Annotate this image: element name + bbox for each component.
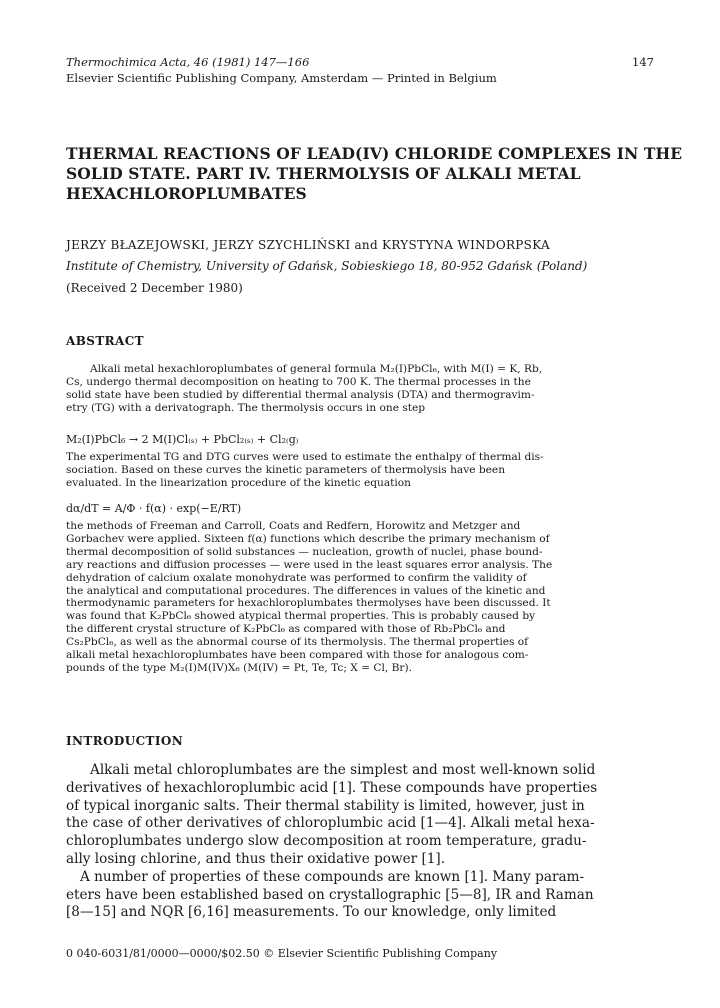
abstract-paragraph-1 — [66, 363, 646, 415]
introduction-body — [66, 762, 646, 922]
abstract-line: The experimental TG and DTG curves were used to estimate the enthalpy of thermal dis- — [66, 451, 544, 463]
abstract-line: dehydration of calcium oxalate monohydrate was performed to confirm the validity of — [66, 571, 527, 584]
kinetic-equation: dα/dT = A/Φ · f(α) · exp(−E/RT) — [66, 502, 242, 515]
body-line: ally losing chlorine, and thus their oxidative power [1]. — [66, 850, 446, 867]
body-line: eters have been established based on crystallographic [5—8], IR and Raman — [66, 886, 594, 903]
abstract-paragraph-3 — [66, 520, 646, 675]
journal-reference: Thermochimica Acta, 46 (1981) 147—166 — [66, 55, 310, 69]
title-line: SOLID STATE. PART IV. THERMOLYSIS OF ALKALI METAL — [66, 164, 581, 183]
reaction-equation: M₂(I)PbCl₆ → 2 M(I)Cl₍ₛ₎ + PbCl₂₍ₛ₎ + Cl₂₍g₎ — [66, 433, 299, 446]
abstract-paragraph-2 — [66, 451, 646, 490]
abstract-line: Cs, undergo thermal decomposition on heating to 700 K. The thermal processes in the — [66, 375, 531, 388]
abstract-line: evaluated. In the linearization procedure of the kinetic equation — [66, 476, 411, 489]
authors: JERZY BŁAZEJOWSKI, JERZY SZYCHLIŃSKI and KRYSTYNA WINDORPSKA — [66, 238, 550, 252]
introduction-heading: INTRODUCTION — [66, 734, 184, 748]
body-line: derivatives of hexachloroplumbic acid [1]. These compounds have properties — [66, 779, 598, 796]
abstract-line: Cs₂PbCl₆, as well as the abnormal course of its thermolysis. The thermal properties of — [66, 636, 529, 649]
body-line: chloroplumbates undergo slow decomposition at room temperature, gradu- — [66, 833, 587, 850]
abstract-line: thermal decomposition of solid substances — nucleation, growth of nuclei, phase bound- — [66, 545, 543, 558]
abstract-line: etry (TG) with a derivatograph. The thermolysis occurs in one step — [66, 401, 426, 414]
abstract-line: alkali metal hexachloroplumbates have been compared with those for analogous com- — [66, 649, 529, 662]
abstract-line: thermodynamic parameters for hexachloroplumbates thermolyses have been discussed. It — [66, 597, 551, 610]
abstract-line: sociation. Based on these curves the kinetic parameters of thermolysis have been — [66, 463, 506, 476]
abstract-line: the methods of Freeman and Carroll, Coats and Redfern, Horowitz and Metzger and — [66, 520, 521, 532]
abstract-line: solid state have been studied by differential thermal analysis (DTA) and thermogravim- — [66, 388, 535, 401]
abstract-line: pounds of the type M₂(I)M(IV)X₆ (M(IV) = Pt, Te, Tc; X = Cl, Br). — [66, 661, 412, 674]
running-header — [66, 54, 654, 70]
abstract-line: was found that K₂PbCl₆ showed atypical thermal properties. This is probably caused by — [66, 610, 536, 623]
page-number: 147 — [632, 55, 654, 69]
abstract-line: ary reactions and diffusion processes — were used in the least squares error analysis. The — [66, 558, 553, 571]
abstract-line: the analytical and computational procedures. The differences in values of the kinetic and — [66, 584, 546, 597]
title-line: HEXACHLOROPLUMBATES — [66, 184, 307, 203]
body-line: the case of other derivatives of chloroplumbic acid [1—4]. Alkali metal hexa- — [66, 815, 595, 832]
body-line: [8—15] and NQR [6,16] measurements. To our knowledge, only limited — [66, 904, 557, 921]
copyright-footer: 0 040-6031/81/0000—0000/$02.50 © Elsevier Scientific Publishing Company — [66, 947, 498, 960]
abstract-line: Alkali metal hexachloroplumbates of general formula M₂(I)PbCl₆, with M(I) = K, Rb, — [90, 363, 543, 375]
affiliation: Institute of Chemistry, University of Gdańsk, Sobieskiego 18, 80-952 Gdańsk (Poland) — [66, 259, 588, 273]
abstract-line: Gorbachev were applied. Sixteen f(α) functions which describe the primary mechanism of — [66, 532, 550, 545]
body-line: Alkali metal chloroplumbates are the simplest and most well-known solid — [90, 762, 596, 778]
abstract-line: the different crystal structure of K₂PbCl₆ as compared with those of Rb₂PbCl₆ and — [66, 623, 506, 636]
body-line: of typical inorganic salts. Their thermal stability is limited, however, just in — [66, 797, 585, 814]
body-line: A number of properties of these compounds are known [1]. Many param- — [80, 868, 585, 885]
publisher-line: Elsevier Scientific Publishing Company, Amsterdam — Printed in Belgium — [66, 71, 497, 85]
title-line: THERMAL REACTIONS OF LEAD(IV) CHLORIDE COMPLEXES IN THE — [66, 144, 683, 163]
abstract-heading: ABSTRACT — [66, 334, 145, 348]
received-date: (Received 2 December 1980) — [66, 281, 243, 295]
paper-title — [66, 144, 683, 204]
